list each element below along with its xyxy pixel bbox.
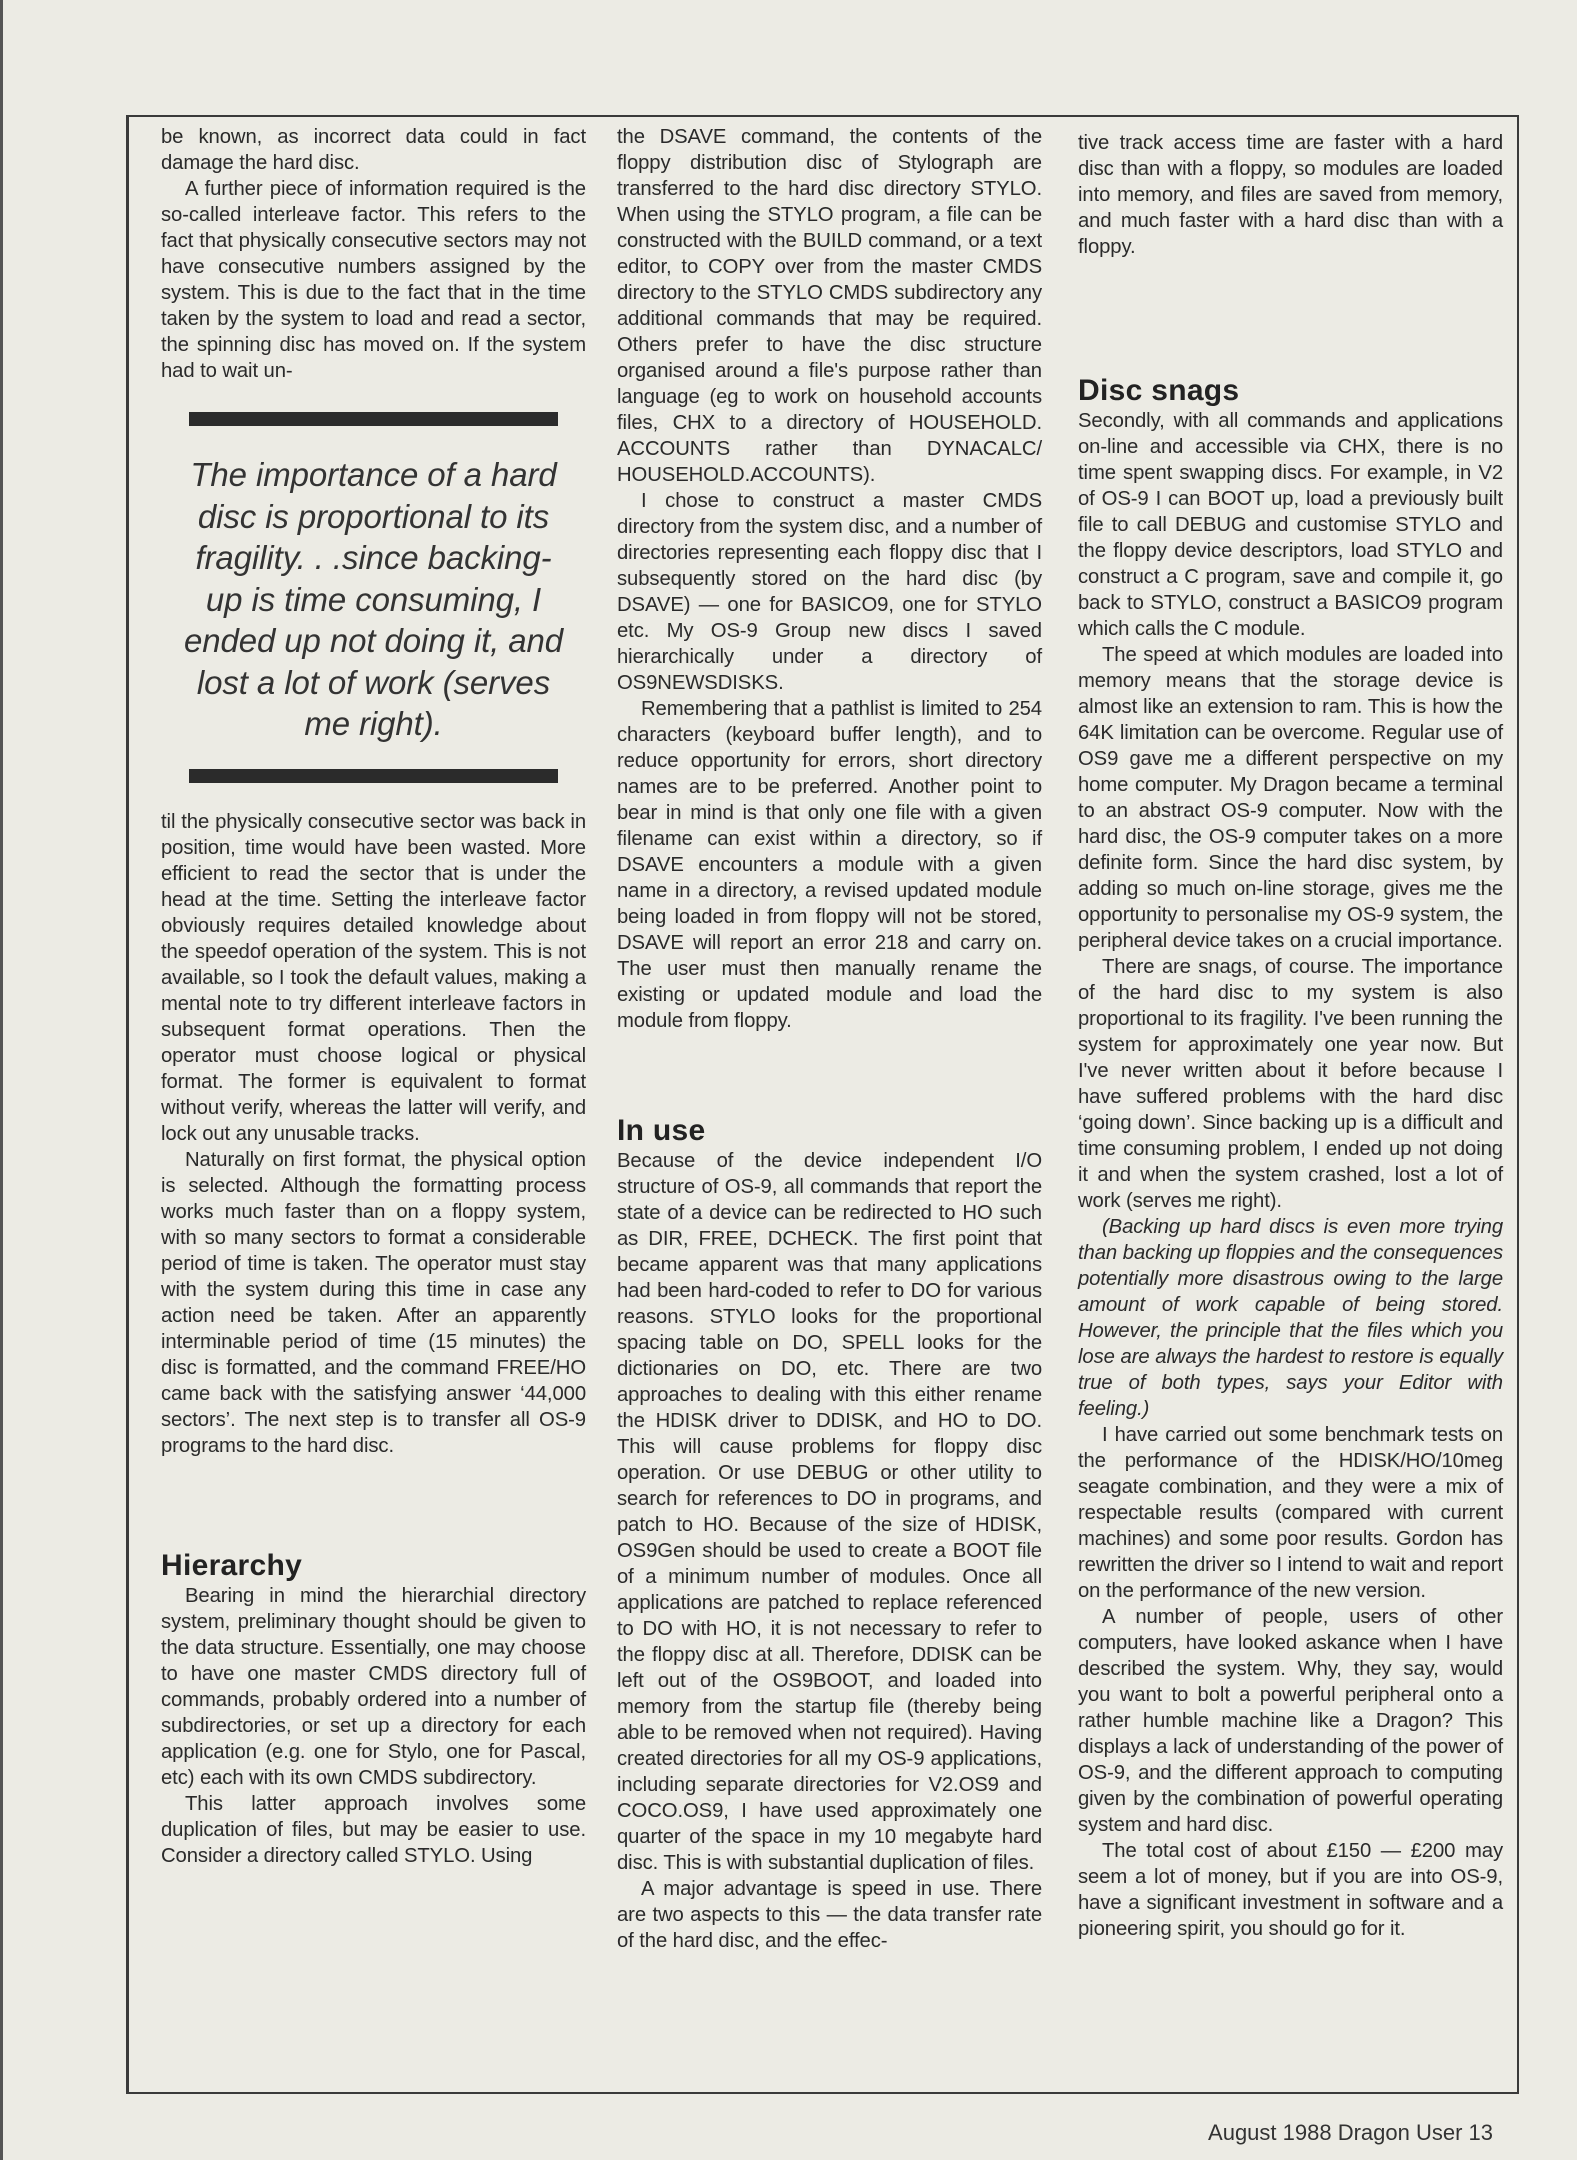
pullquote: The importance of a hard disc is proportional to its fragility. . .since backing-up is time consuming, I ended up not doing it, and lost a lot of work (serves me right). [183,456,564,742]
paragraph: I have carried out some benchmark tests on the performance of the HDISK/HO/10meg seagate combination, and they were a mix of respectable results (compared with current machines) and some poor results. Gordon has rewritten the driver so I intend to wait and report on the performance of the new version. [1078,1424,1503,1602]
paragraph: tive track access time are faster with a hard disc than with a floppy, so modules are loaded into memory, and files are saved from memory, and much faster with a hard disc than with a floppy. [1078,132,1503,258]
paragraph: Secondly, with all commands and applications on-line and accessible via CHX, there is no time spent swapping discs. For example, in V2 of OS-9 I can BOOT up, load a previously built file to call DEBUG and customise STYLO and the floppy device descriptors, load STYLO and construct a C program, save and compile it, go back to STYLO, construct a BASICO9 program which calls the C module. [1078,410,1503,640]
editor-note: (Backing up hard discs is even more trying than backing up floppies and the consequences potentially more disastrous owing to the large amount of work capable of being stored. However, the principle that the files which you lose are always the hardest to restore is equally true of both types, says your Editor with feeling.) [1078,1216,1503,1420]
section-heading-hierarchy: Hierarchy [161,1548,303,1582]
section-heading-in-use: In use [617,1114,706,1147]
paragraph: Bearing in mind the hierarchial directory system, preliminary thought should be given to the data structure. Essentially, one may choose to have one master CMDS directory full of commands, probably ordered into a number of subdirectories, or set up a directory for each application (e.g. one for Stylo, one for Pascal, etc) each with its own CMDS subdirectory. [161,1584,586,1789]
column-2 [617,124,1042,1954]
page-edge [0,0,3,2160]
paragraph: This latter approach involves some duplication of files, but may be easier to use. Consider a directory called STYLO. Using [161,1792,586,1867]
paragraph: til the physically consecutive sector was back in position, time would have been wasted. More efficient to read the sector that is under the head at the time. Setting the interleave factor obviously requires detailed knowledge about the speedof operation of the system. This is not available, so I took the default values, making a mental note to try different interleave factors in subsequent format operations. Then the operator must choose logical or physical format. The former is equivalent to format without verify, whereas the latter will verify, and lock out any unusable tracks. [161,810,586,1145]
paragraph: the DSAVE command, the contents of the floppy distribution disc of Stylograph are transferred to the hard disc directory STYLO. When using the STYLO program, a file can be constructed with the BUILD command, or a text editor, to COPY over from the master CMDS directory to the STYLO CMDS subdirectory any additional commands that may be required. Others prefer to have the disc structure organised around a file's purpose rather than language (eg to work on household accounts files, CHX to a directory of HOUSEHOLD. ACCOUNTS rather than DYNACALC/ HOUSEHOLD.ACCOUNTS). [617,126,1042,486]
paragraph: Remembering that a pathlist is limited to 254 characters (keyboard buffer length), and to reduce opportunity for errors, short directory names are to be preferred. Another point to bear in mind is that only one file with a given filename can exist within a directory, so if DSAVE encounters a module with a given name in a directory, a revised updated module being loaded in from floppy will not be stored, DSAVE will report an error 218 and carry on. The user must then manually rename the existing or updated module and load the module from floppy. [617,698,1042,1032]
pullquote-rule-bottom [189,769,558,783]
paragraph: A major advantage is speed in use. There are two aspects to this — the data transfer rate of the hard disc, and the effec- [617,1878,1042,1952]
paragraph: be known, as incorrect data could in fact damage the hard disc. [161,126,586,174]
paragraph: A further piece of information required is the so-called interleave factor. This refers to the fact that physically consecutive sectors may not have consecutive numbers assigned by the system. This is due to the fact that in the time taken by the system to load and read a sector, the spinning disc has moved on. If the system had to wait un- [161,178,586,382]
paragraph: Naturally on first format, the physical option is selected. Although the formatting process works much faster than on a floppy system, with so many sectors to format a considerable period of time is taken. The operator must stay with the system during this time in case any action need be taken. After an apparently interminable period of time (15 minutes) the disc is formatted, and the command FREE/HO came back with the satisfying answer ‘44,000 sectors’. The next step is to transfer all OS-9 programs to the hard disc. [161,1148,586,1457]
pullquote-rule-top [189,412,558,426]
column-1 [161,124,586,1869]
paragraph: I chose to construct a master CMDS directory from the system disc, and a number of directories representing each floppy disc that I subsequently stored on the hard disc (by DSAVE) — one for BASICO9, one for STYLO etc. My OS-9 Group new discs I saved hierarchically under a directory of OS9NEWSDISKS. [617,490,1042,694]
page-footer: August 1988 Dragon User 13 [1208,2120,1493,2145]
column-3 [1078,130,1503,1942]
paragraph: The total cost of about £150 — £200 may seem a lot of money, but if you are into OS-9, have a significant investment in software and a pioneering spirit, you should go for it. [1078,1840,1503,1940]
section-heading-disc-snags: Disc snags [1078,374,1240,407]
paragraph: There are snags, of course. The importance of the hard disc to my system is also proportional to its fragility. I've been running the system for approximately one year now. But I've never written about it before because I have suffered problems with the hard disc ‘going down’. Since backing up is a difficult and time consuming problem, I ended up not doing it and when the system crashed, lost a lot of work (serves me right). [1078,956,1503,1212]
paragraph: Because of the device independent I/O structure of OS-9, all commands that report the state of a device can be redirected to HO such as DIR, FREE, DCHECK. The first point that became apparent was that many applications had been hard-coded to refer to DO for various reasons. STYLO looks for the proportional spacing table on DO, SPELL looks for the dictionaries on DO, etc. There are two approaches to dealing with this either rename the HDISK driver to DDISK, and HO to DO. This will cause problems for floppy disc operation. Or use DEBUG or other utility to search for references to DO in programs, and patch to HO. Because of the size of HDISK, OS9Gen should be used to create a BOOT file of a minimum number of modules. Once all applications are patched to replace referenced to DO with HO, it is not necessary to refer to the floppy disc at all. Therefore, DDISK can be left out of the OS9BOOT, and loaded into memory from the startup file (thereby being able to be removed when not required). Having created directories for all my OS-9 applications, including separate directories for V2.OS9 and COCO.OS9, I have used approximately one quarter of the space in my 10 megabyte hard disc. This is with substantial duplication of files. [617,1150,1042,1874]
paragraph: The speed at which modules are loaded into memory means that the storage device is almost like an extension to ram. This is how the 64K limitation can be overcome. Regular use of OS9 gave me a different perspective on my home computer. My Dragon became a terminal to an abstract OS-9 computer. Now with the hard disc, the OS-9 computer takes on a more definite form. Since the hard disc system, by adding so much on-line storage, gives me the opportunity to personalise my OS-9 system, the peripheral device takes on a crucial importance. [1078,644,1503,952]
paragraph: A number of people, users of other computers, have looked askance when I have described the system. Why, they say, would you want to bolt a powerful peripheral onto a rather humble machine like a Dragon? This displays a lack of understanding of the power of OS-9, and the different approach to computing given by the combination of powerful operating system and hard disc. [1078,1606,1503,1836]
